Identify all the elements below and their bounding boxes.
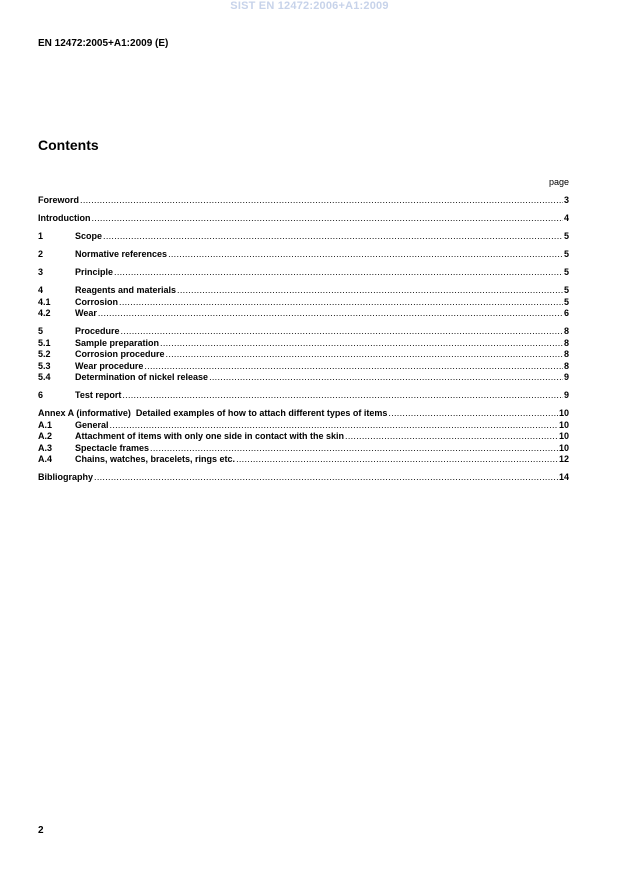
toc-leader (110, 420, 558, 432)
toc-entry-4-1[interactable] (38, 297, 569, 309)
toc-page: 12 (558, 454, 569, 464)
toc-label: Principle (75, 267, 114, 277)
toc-label: Annex A (informative) Detailed examples of how to attach different types of items (38, 408, 388, 418)
toc-page: 10 (558, 431, 569, 441)
toc-entry-2[interactable] (38, 249, 569, 261)
toc-leader (209, 372, 563, 384)
toc-entry-a-2[interactable] (38, 431, 569, 443)
toc-number: A.3 (38, 442, 53, 453)
toc-label: Wear procedure (75, 360, 144, 371)
toc-number: 2 (38, 249, 44, 259)
toc-leader (388, 408, 558, 420)
page-number: 2 (38, 825, 44, 836)
toc-leader (236, 454, 558, 466)
toc-label: Introduction (38, 213, 91, 223)
toc-page: 8 (563, 326, 569, 336)
toc-label: Wear (75, 308, 97, 318)
page-title: Contents (38, 137, 99, 153)
toc-entry-5[interactable] (38, 326, 569, 338)
toc-label: Spectacle frames (75, 442, 150, 453)
toc-number: A.4 (38, 454, 53, 464)
toc-number: 1 (38, 231, 44, 241)
toc-leader (114, 267, 563, 279)
toc-leader (150, 443, 558, 455)
toc-page: 5 (563, 267, 569, 277)
toc-number: 4.2 (38, 308, 51, 318)
document-id: EN 12472:2005+A1:2009 (E) (38, 38, 169, 49)
toc-label: Bibliography (38, 472, 94, 482)
toc-entry-6[interactable] (38, 390, 569, 402)
toc-number: 4.1 (38, 296, 51, 307)
toc-leader (122, 390, 563, 402)
toc-number: 5.3 (38, 360, 51, 371)
toc-leader (80, 195, 563, 207)
toc-leader (144, 361, 563, 373)
toc-entry-4[interactable] (38, 285, 569, 297)
toc-leader (121, 326, 563, 338)
toc-label: Chains, watches, bracelets, rings etc. (75, 454, 236, 464)
toc-leader (103, 231, 563, 243)
toc-page: 5 (563, 285, 569, 295)
toc-page: 10 (558, 419, 569, 430)
toc-leader (94, 472, 558, 484)
toc-leader (119, 297, 563, 309)
toc-number: 5.4 (38, 372, 51, 382)
toc-entry-introduction[interactable] (38, 213, 569, 225)
toc-number: A.2 (38, 431, 53, 441)
toc-page: 9 (563, 372, 569, 382)
toc-label: Foreword (38, 195, 80, 205)
toc-page: 8 (563, 337, 569, 348)
toc-entry-a-3[interactable] (38, 443, 569, 455)
toc-page: 14 (558, 472, 569, 482)
toc-label: Test report (75, 390, 122, 400)
toc-entry-1[interactable] (38, 231, 569, 243)
toc-entry-5-1[interactable] (38, 338, 569, 350)
toc-number: 6 (38, 390, 44, 400)
toc-page: 5 (563, 249, 569, 259)
toc-leader (166, 349, 563, 361)
toc-entry-5-4[interactable] (38, 372, 569, 384)
toc-page: 6 (563, 308, 569, 318)
toc-label: Attachment of items with only one side in contact with the skin (75, 431, 345, 441)
toc-page: 10 (558, 408, 569, 418)
toc-leader (98, 308, 563, 320)
toc-entry-bibliography[interactable] (38, 472, 569, 484)
toc-number: 5.2 (38, 349, 51, 359)
toc-label: Determination of nickel release (75, 372, 209, 382)
toc-page: 8 (563, 349, 569, 359)
toc-entry-foreword[interactable] (38, 195, 569, 207)
toc-entry-5-3[interactable] (38, 361, 569, 373)
toc-page: 5 (563, 231, 569, 241)
page-column-label: page (548, 177, 569, 187)
toc-entry-5-2[interactable] (38, 349, 569, 361)
toc-label: Reagents and materials (75, 285, 177, 295)
toc-leader (160, 338, 563, 350)
watermark: SIST EN 12472:2006+A1:2009 (230, 0, 389, 12)
table-of-contents (38, 195, 569, 484)
toc-page: 9 (563, 390, 569, 400)
toc-label: Procedure (75, 326, 120, 336)
toc-entry-4-2[interactable] (38, 308, 569, 320)
toc-number: 4 (38, 285, 44, 295)
toc-label: General (75, 419, 109, 430)
toc-entry-annex-a[interactable] (38, 408, 569, 420)
toc-page: 4 (563, 213, 569, 223)
toc-leader (92, 213, 563, 225)
toc-leader (345, 431, 558, 443)
toc-label: Corrosion (75, 296, 119, 307)
toc-entry-a-1[interactable] (38, 420, 569, 432)
toc-page: 3 (563, 195, 569, 205)
toc-leader (177, 285, 563, 297)
toc-number: 5 (38, 326, 44, 336)
toc-leader (168, 249, 563, 261)
toc-entry-a-4[interactable] (38, 454, 569, 466)
toc-number: 5.1 (38, 337, 51, 348)
toc-page: 5 (563, 296, 569, 307)
toc-label: Scope (75, 231, 103, 241)
toc-number: A.1 (38, 419, 53, 430)
toc-label: Normative references (75, 249, 168, 259)
toc-page: 8 (563, 360, 569, 371)
toc-label: Corrosion procedure (75, 349, 165, 359)
toc-entry-3[interactable] (38, 267, 569, 279)
toc-page: 10 (558, 442, 569, 453)
toc-label: Sample preparation (75, 337, 160, 348)
toc-number: 3 (38, 267, 44, 277)
